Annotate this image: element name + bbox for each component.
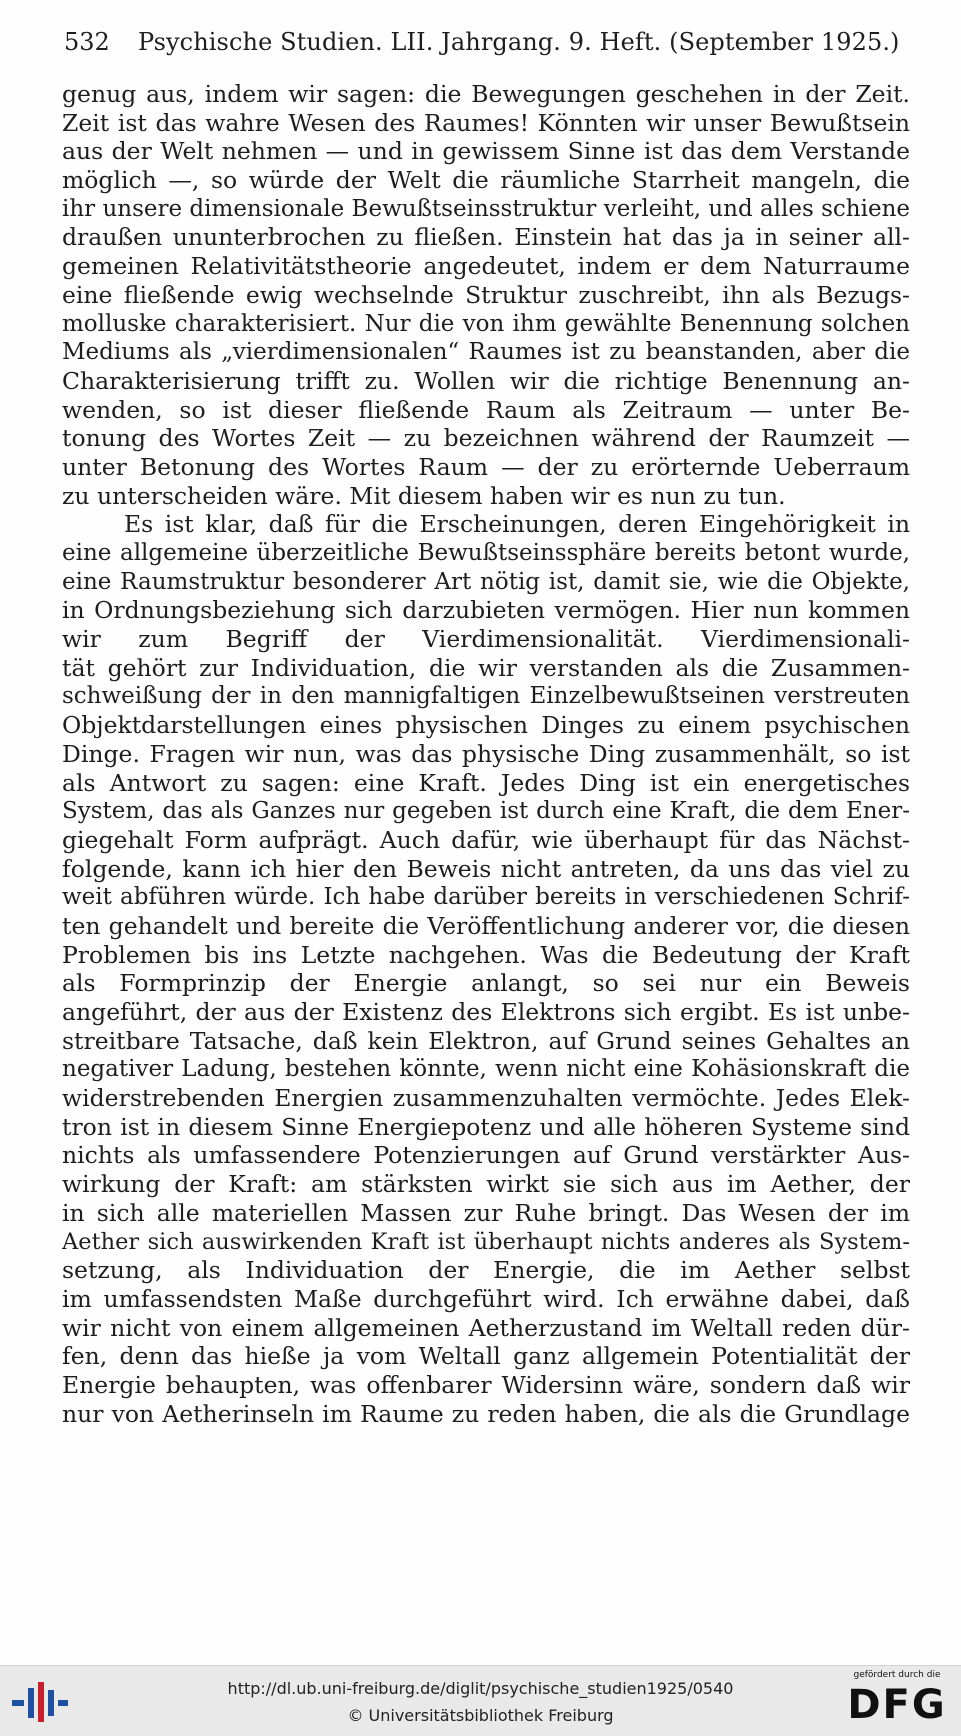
text-line: Es ist klar, daß für die Erscheinungen, deren Eingehörigkeit in <box>124 510 910 539</box>
text-line: weit abführen würde. Ich habe darüber bereits in verschiedenen Schrif- <box>62 884 910 911</box>
text-line: in sich alle materiellen Massen zur Ruhe bringt. Das Wesen der im <box>62 1198 910 1227</box>
body-text <box>62 80 910 1428</box>
text-line: unter Betonung des Wortes Raum — der zu erörternde Ueberraum <box>62 452 910 481</box>
viewer-footer <box>0 1665 961 1736</box>
text-line: in Ordnungsbeziehung sich darzubieten vermögen. Hier nun kommen <box>62 596 910 625</box>
dfg-logo-icon <box>838 1670 956 1732</box>
text-line: als Formprinzip der Energie anlangt, so sei nur ein Beweis <box>62 969 910 998</box>
text-line: System, das als Ganzes nur gegeben ist durch eine Kraft, die dem Ener- <box>62 798 910 825</box>
text-line: wir nicht von einem allgemeinen Aetherzustand im Weltall reden dür- <box>62 1313 910 1342</box>
text-line: folgende, kann ich hier den Beweis nicht antreten, da uns das viel zu <box>62 854 910 883</box>
text-line: ten gehandelt und bereite die Veröffentlichung anderer vor, die diesen <box>62 911 910 940</box>
text-line: wir zum Begriff der Vierdimensionalität. Vierdimensionali- <box>62 625 910 654</box>
text-line: tät gehört zur Individuation, die wir verstanden als die Zusammen- <box>62 653 910 682</box>
text-line: Objektdarstellungen eines physischen Dinges zu einem psychischen <box>62 711 910 740</box>
text-line: als Antwort zu sagen: eine Kraft. Jedes Ding ist ein energetisches <box>62 768 910 797</box>
text-line: nichts als umfassendere Potenzierungen auf Grund verstärkter Aus- <box>62 1141 910 1170</box>
text-line: widerstrebenden Energien zusammenzuhalten vermöchte. Jedes Elek- <box>62 1084 910 1113</box>
text-line: Zeit ist das wahre Wesen des Raumes! Könnten wir unser Bewußtsein <box>62 108 910 137</box>
text-line: Dinge. Fragen wir nun, was das physische Ding zusammenhält, so ist <box>62 739 910 768</box>
sponsor-logo: DFG <box>847 1682 947 1728</box>
text-line: genug aus, indem wir sagen: die Bewegungen geschehen in der Zeit. <box>62 80 910 108</box>
text-line: wirkung der Kraft: am stärksten wirkt sie sich aus im Aether, der <box>62 1170 910 1199</box>
text-line: Problemen bis ins Letzte nachgehen. Was die Bedeutung der Kraft <box>62 940 910 969</box>
text-line: eine Raumstruktur besonderer Art nötig ist, damit sie, wie die Objekte, <box>62 568 910 595</box>
text-line: im umfassendsten Maße durchgeführt wird. Ich erwähne dabei, daß <box>62 1284 910 1313</box>
text-line: tron ist in diesem Sinne Energiepotenz und alle höheren Systeme sind <box>62 1112 910 1141</box>
text-line: angeführt, der aus der Existenz des Elektrons sich ergibt. Es ist unbe- <box>62 998 910 1026</box>
text-line: eine allgemeine überzeitliche Bewußtseinssphäre bereits betont wurde, <box>62 540 910 566</box>
text-line: tonung des Wortes Zeit — zu bezeichnen während der Raumzeit — <box>62 424 910 453</box>
text-line: giegehalt Form aufprägt. Auch dafür, wie überhaupt für das Nächst- <box>62 825 910 854</box>
text-line: Aether sich auswirkenden Kraft ist überhaupt nichts anderes als System- <box>62 1228 910 1255</box>
text-line: schweißung der in den mannigfaltigen Einzelbewußtseinen verstreuten <box>62 683 910 710</box>
text-line: zu unterscheiden wäre. Mit diesem haben wir es nun zu tun. <box>62 481 786 510</box>
text-line: setzung, als Individuation der Energie, die im Aether selbst <box>62 1256 910 1285</box>
sponsor-caption: gefördert durch die <box>853 1670 941 1680</box>
running-title: Psychische Studien. LII. Jahrgang. 9. Heft. (September 1925.) <box>138 28 900 56</box>
text-line: draußen ununterbrochen zu fließen. Einstein hat das ja in seiner all- <box>62 223 910 252</box>
text-line: ihr unsere dimensionale Bewußtseinsstruktur verleiht, und alles schiene <box>62 195 910 222</box>
page-header <box>64 28 900 64</box>
copyright-notice: © Universitätsbibliothek Freiburg <box>347 1706 614 1725</box>
text-line: negativer Ladung, bestehen könnte, wenn nicht eine Kohäsionskraft die <box>62 1056 910 1083</box>
text-line: Energie behaupten, was offenbarer Widersinn wäre, sondern daß wir <box>62 1370 910 1399</box>
page-number: 532 <box>64 28 110 56</box>
text-line: fen, denn das hieße ja vom Weltall ganz allgemein Potentialität der <box>62 1342 910 1371</box>
text-line: eine fließende ewig wechselnde Struktur zuschreibt, ihn als Bezugs- <box>62 280 910 309</box>
source-url-link[interactable]: http://dl.ub.uni-freiburg.de/diglit/psychische_studien1925/0540 <box>227 1679 734 1698</box>
text-line: Mediums als „vierdimensionalen“ Raumes ist zu beanstanden, aber die <box>62 339 910 366</box>
text-line: streitbare Tatsache, daß kein Elektron, auf Grund seines Gehaltes an <box>62 1026 910 1055</box>
text-line: wenden, so ist dieser fließende Raum als Zeitraum — unter Be- <box>62 395 910 424</box>
text-line: aus der Welt nehmen — und in gewissem Sinne ist das dem Verstande <box>62 137 910 166</box>
text-line: molluske charakterisiert. Nur die von ihm gewählte Benennung solchen <box>62 310 910 337</box>
text-line: möglich —, so würde der Welt die räumliche Starrheit mangeln, die <box>62 166 910 195</box>
text-line: gemeinen Relativitätstheorie angedeutet, indem er dem Naturraume <box>62 252 910 281</box>
text-line: nur von Aetherinseln im Raume zu reden haben, die als die Grundlage <box>62 1399 910 1428</box>
text-line: Charakterisierung trifft zu. Wollen wir die richtige Benennung an- <box>62 366 910 395</box>
